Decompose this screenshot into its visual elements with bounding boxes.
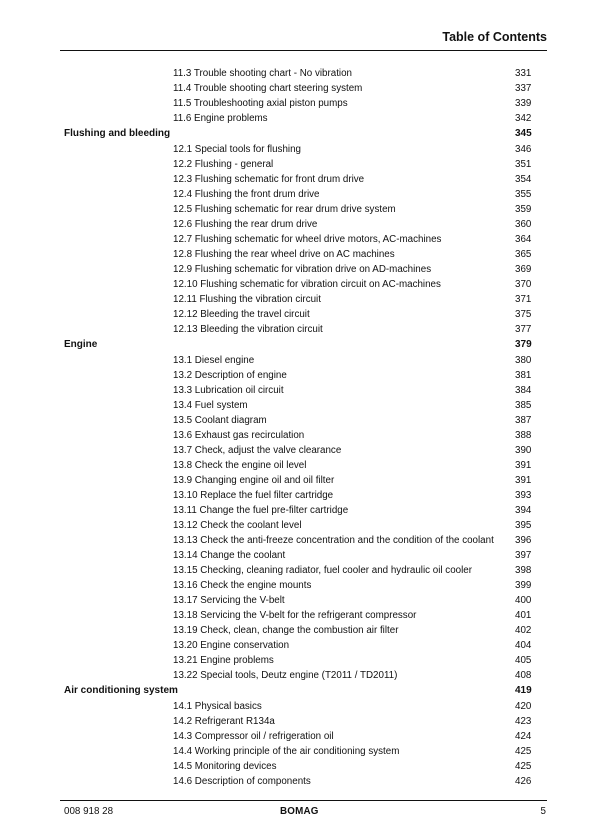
toc-entry-title: 13.2 Description of engine bbox=[173, 370, 287, 381]
toc-entry-page: 402 bbox=[515, 625, 532, 636]
toc-entry[interactable] bbox=[0, 322, 594, 337]
toc-entry-page: 425 bbox=[515, 761, 532, 772]
toc-entry[interactable] bbox=[0, 563, 594, 578]
toc-entry[interactable] bbox=[0, 111, 594, 126]
toc-entry[interactable] bbox=[0, 503, 594, 518]
toc-entry[interactable] bbox=[0, 81, 594, 96]
toc-entry-title: 13.9 Changing engine oil and oil filter bbox=[173, 475, 335, 486]
toc-entry-title: 13.10 Replace the fuel filter cartridge bbox=[173, 490, 334, 501]
toc-entry-title: 13.12 Check the coolant level bbox=[173, 520, 302, 531]
toc-entry-page: 375 bbox=[515, 309, 532, 320]
toc-entry-title: 13.14 Change the coolant bbox=[173, 550, 286, 561]
toc-entry[interactable] bbox=[0, 292, 594, 307]
toc-entry-page: 404 bbox=[515, 640, 532, 651]
toc-entry-title: 13.22 Special tools, Deutz engine (T2011 / TD2011) bbox=[173, 670, 398, 681]
toc-entry[interactable] bbox=[0, 428, 594, 443]
toc-entry[interactable] bbox=[0, 638, 594, 653]
toc-entry-title: 12.9 Flushing schematic for vibration drive on AD-machines bbox=[173, 264, 432, 275]
toc-entry-page: 419 bbox=[515, 685, 532, 696]
toc-entry-page: 420 bbox=[515, 701, 532, 712]
toc-entry-page: 384 bbox=[515, 385, 532, 396]
toc-entry-page: 423 bbox=[515, 716, 532, 727]
toc-entry-page: 369 bbox=[515, 264, 532, 275]
toc-entry[interactable] bbox=[0, 533, 594, 548]
toc-entry[interactable] bbox=[0, 247, 594, 262]
toc-entry[interactable] bbox=[0, 232, 594, 247]
toc-entry-title: Air conditioning system bbox=[64, 685, 178, 696]
toc-entry-title: 12.13 Bleeding the vibration circuit bbox=[173, 324, 323, 335]
toc-entry-page: 370 bbox=[515, 279, 532, 290]
toc-entry[interactable] bbox=[0, 729, 594, 744]
toc-entry[interactable] bbox=[0, 714, 594, 729]
toc-entry[interactable] bbox=[0, 142, 594, 157]
toc-entry[interactable] bbox=[0, 699, 594, 714]
toc-entry[interactable] bbox=[0, 398, 594, 413]
document-number: 008 918 28 bbox=[64, 806, 114, 817]
toc-entry-title: 14.2 Refrigerant R134a bbox=[173, 716, 275, 727]
toc-entry-page: 387 bbox=[515, 415, 532, 426]
toc-entry-page: 342 bbox=[515, 113, 532, 124]
toc-entry[interactable] bbox=[0, 744, 594, 759]
toc-entry-title: Engine bbox=[64, 339, 98, 350]
toc-entry-page: 408 bbox=[515, 670, 532, 681]
toc-section-heading[interactable] bbox=[0, 126, 594, 142]
toc-entry-title: 14.6 Description of components bbox=[173, 776, 311, 787]
toc-entry-title: 12.5 Flushing schematic for rear drum drive system bbox=[173, 204, 396, 215]
toc-entry-page: 394 bbox=[515, 505, 532, 516]
toc-section-heading[interactable] bbox=[0, 337, 594, 353]
toc-entry-title: 12.11 Flushing the vibration circuit bbox=[173, 294, 321, 305]
toc-entry[interactable] bbox=[0, 307, 594, 322]
toc-entry-title: 13.15 Checking, cleaning radiator, fuel cooler and hydraulic oil cooler bbox=[173, 565, 472, 576]
footer-divider bbox=[60, 800, 547, 801]
toc-entry[interactable] bbox=[0, 653, 594, 668]
toc-entry-page: 397 bbox=[515, 550, 532, 561]
toc-entry-page: 380 bbox=[515, 355, 532, 366]
toc-entry-page: 359 bbox=[515, 204, 532, 215]
toc-entry[interactable] bbox=[0, 96, 594, 111]
toc-entry[interactable] bbox=[0, 187, 594, 202]
brand-name: BOMAG bbox=[280, 806, 319, 817]
toc-entry-title: 12.4 Flushing the front drum drive bbox=[173, 189, 320, 200]
toc-entry-title: 13.4 Fuel system bbox=[173, 400, 248, 411]
toc-entry[interactable] bbox=[0, 759, 594, 774]
toc-entry-title: 13.11 Change the fuel pre-filter cartridge bbox=[173, 505, 349, 516]
toc-entry-page: 388 bbox=[515, 430, 532, 441]
toc-entry[interactable] bbox=[0, 353, 594, 368]
toc-entry-page: 405 bbox=[515, 655, 532, 666]
toc-entry-page: 339 bbox=[515, 98, 532, 109]
toc-entry-page: 426 bbox=[515, 776, 532, 787]
toc-entry-page: 398 bbox=[515, 565, 532, 576]
toc-entry-page: 355 bbox=[515, 189, 532, 200]
toc-entry-title: 13.19 Check, clean, change the combustion air filter bbox=[173, 625, 399, 636]
toc-entry-page: 377 bbox=[515, 324, 532, 335]
toc-entry-title: 12.6 Flushing the rear drum drive bbox=[173, 219, 318, 230]
toc-entry[interactable] bbox=[0, 608, 594, 623]
toc-entry[interactable] bbox=[0, 383, 594, 398]
toc-entry-title: 11.6 Engine problems bbox=[173, 113, 268, 124]
toc-entry[interactable] bbox=[0, 217, 594, 232]
toc-entry-title: 13.3 Lubrication oil circuit bbox=[173, 385, 284, 396]
toc-entry-page: 400 bbox=[515, 595, 532, 606]
toc-entry-page: 354 bbox=[515, 174, 532, 185]
toc-entry[interactable] bbox=[0, 172, 594, 187]
toc-entry-page: 399 bbox=[515, 580, 532, 591]
toc-entry-page: 379 bbox=[515, 339, 532, 350]
toc-entry-page: 331 bbox=[515, 68, 532, 79]
toc-entry[interactable] bbox=[0, 413, 594, 428]
toc-entry-title: 13.21 Engine problems bbox=[173, 655, 274, 666]
toc-entry-page: 425 bbox=[515, 746, 532, 757]
page-number: 5 bbox=[540, 806, 546, 817]
toc-entry[interactable] bbox=[0, 157, 594, 172]
toc-entry-page: 390 bbox=[515, 445, 532, 456]
toc-section-heading[interactable] bbox=[0, 683, 594, 699]
toc-entry-title: 12.8 Flushing the rear wheel drive on AC machines bbox=[173, 249, 395, 260]
toc-entry-title: 13.17 Servicing the V-belt bbox=[173, 595, 285, 606]
toc-entry-page: 385 bbox=[515, 400, 532, 411]
toc-entry-page: 393 bbox=[515, 490, 532, 501]
toc-entry-title: 13.7 Check, adjust the valve clearance bbox=[173, 445, 342, 456]
toc-entry-page: 401 bbox=[515, 610, 532, 621]
toc-entry-page: 345 bbox=[515, 128, 532, 139]
toc-entry[interactable] bbox=[0, 488, 594, 503]
toc-entry[interactable] bbox=[0, 473, 594, 488]
toc-entry[interactable] bbox=[0, 277, 594, 292]
toc-entry-page: 371 bbox=[515, 294, 532, 305]
toc-entry-title: 13.6 Exhaust gas recirculation bbox=[173, 430, 305, 441]
toc-entry-page: 360 bbox=[515, 219, 532, 230]
page-title: Table of Contents bbox=[442, 30, 547, 44]
toc-entry-title: 13.16 Check the engine mounts bbox=[173, 580, 312, 591]
toc-entry-title: 11.4 Trouble shooting chart steering system bbox=[173, 83, 363, 94]
toc-entry[interactable] bbox=[0, 668, 594, 683]
toc-entry-page: 381 bbox=[515, 370, 532, 381]
toc-entry-title: 13.8 Check the engine oil level bbox=[173, 460, 307, 471]
toc-entry[interactable] bbox=[0, 593, 594, 608]
toc-entry[interactable] bbox=[0, 368, 594, 383]
toc-entry[interactable] bbox=[0, 578, 594, 593]
toc-entry[interactable] bbox=[0, 774, 594, 789]
toc-entry[interactable] bbox=[0, 548, 594, 563]
toc-entry-title: 12.7 Flushing schematic for wheel drive motors, AC-machines bbox=[173, 234, 442, 245]
toc-entry-title: 13.13 Check the anti-freeze concentration and the condition of the coolant bbox=[173, 535, 494, 546]
toc-entry-title: 13.18 Servicing the V-belt for the refrigerant compressor bbox=[173, 610, 417, 621]
toc-entry-title: 14.1 Physical basics bbox=[173, 701, 262, 712]
toc-entry-title: 14.5 Monitoring devices bbox=[173, 761, 277, 772]
toc-entry-page: 364 bbox=[515, 234, 532, 245]
toc-entry-title: 13.1 Diesel engine bbox=[173, 355, 255, 366]
toc-entry-title: 13.20 Engine conservation bbox=[173, 640, 290, 651]
toc-entry[interactable] bbox=[0, 623, 594, 638]
toc-entry-page: 351 bbox=[515, 159, 532, 170]
toc-entry-title: 13.5 Coolant diagram bbox=[173, 415, 267, 426]
toc-entry-page: 337 bbox=[515, 83, 532, 94]
toc-entry-page: 365 bbox=[515, 249, 532, 260]
toc-entry-title: 11.5 Troubleshooting axial piston pumps bbox=[173, 98, 348, 109]
toc-entry-title: 12.3 Flushing schematic for front drum drive bbox=[173, 174, 365, 185]
toc-entry[interactable] bbox=[0, 66, 594, 81]
toc-entry-title: 14.3 Compressor oil / refrigeration oil bbox=[173, 731, 334, 742]
toc-entry-title: 12.2 Flushing - general bbox=[173, 159, 274, 170]
toc-entry[interactable] bbox=[0, 518, 594, 533]
toc-entry-page: 396 bbox=[515, 535, 532, 546]
toc-entry[interactable] bbox=[0, 443, 594, 458]
toc-entry-page: 391 bbox=[515, 460, 532, 471]
toc-entry[interactable] bbox=[0, 202, 594, 217]
toc-entry-page: 391 bbox=[515, 475, 532, 486]
toc-entry-title: 14.4 Working principle of the air conditioning system bbox=[173, 746, 400, 757]
toc-entry-title: 12.1 Special tools for flushing bbox=[173, 144, 301, 155]
toc-entry-page: 346 bbox=[515, 144, 532, 155]
header-divider bbox=[60, 50, 547, 51]
toc-entry-title: Flushing and bleeding bbox=[64, 128, 171, 139]
toc-entry-title: 11.3 Trouble shooting chart - No vibration bbox=[173, 68, 352, 79]
toc-entry-page: 424 bbox=[515, 731, 532, 742]
toc-entry-title: 12.12 Bleeding the travel circuit bbox=[173, 309, 310, 320]
table-of-contents bbox=[0, 66, 594, 789]
toc-entry[interactable] bbox=[0, 458, 594, 473]
toc-entry-page: 395 bbox=[515, 520, 532, 531]
toc-entry[interactable] bbox=[0, 262, 594, 277]
toc-entry-title: 12.10 Flushing schematic for vibration circuit on AC-machines bbox=[173, 279, 441, 290]
